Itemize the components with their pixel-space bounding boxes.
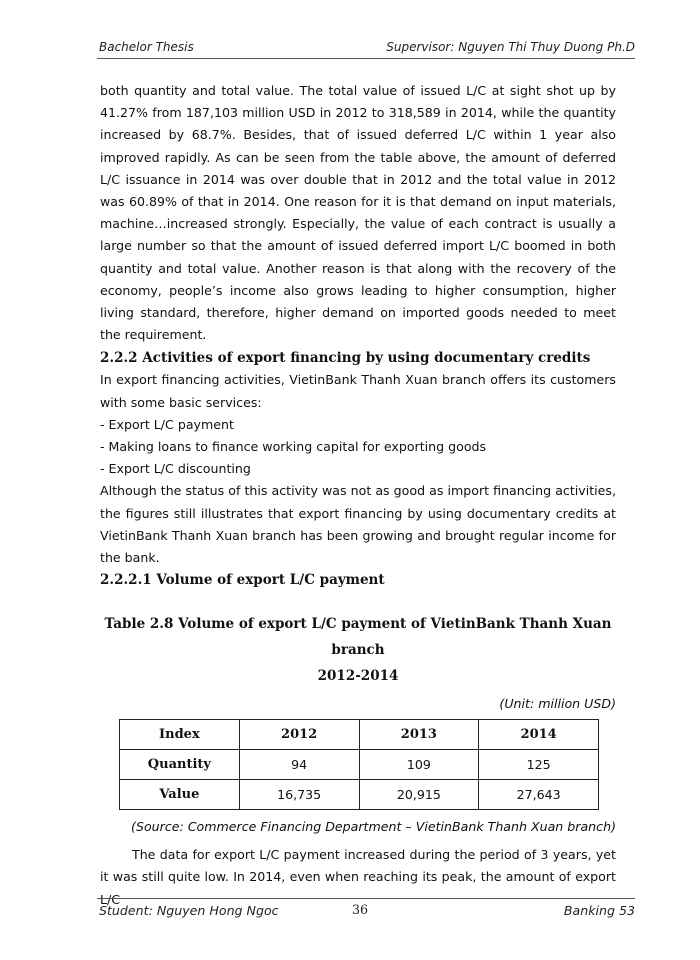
paragraph-import-analysis: both quantity and total value. The total value of issued L/C at sight shot up by 41.27% from 187,103 million USD in 2012 to 318,589 in 2014, while the quantity increased by 68.7%. Besides, that of issued deferred L/C within 1 year also improved rapidly. As can be seen from the table above, the amount of deferred L/C issuance in 2014 was over double that in 2012 and the total value in 2012 was 60.89% of that in 2014. One reason for it is that demand on input materials, machine…increased strongly. Especially, the value of each contract is usually a large number so that the amount of issued deferred import L/C boomed in both quantity and total value. Another reason is that along with the recovery of the economy, people’s income also grows leading to higher consumption, higher living standard, therefore, higher demand on imported goods needed to meet the requirement. <box>100 83 616 343</box>
header-supervisor: Supervisor: Nguyen Thi Thuy Duong Ph.D <box>386 40 635 54</box>
service-list <box>100 414 616 481</box>
paragraph-export-data: The data for export L/C payment increased during the period of 3 years, yet it was still quite low. In 2014, even when reaching its peak, the amount of export L/C <box>100 847 616 907</box>
table-header-cell: Index <box>120 720 240 750</box>
table-cell: 27,643 <box>479 780 599 810</box>
footer-class: Banking 53 <box>563 903 635 918</box>
table-caption-line2: 2012-2014 <box>317 668 399 685</box>
paragraph-export-status: Although the status of this activity was not as good as import financing activities, the figures still illustrates that export financing by using documentary credits at VietinBank Thanh Xuan branch has been growing and brought regular income for the bank. <box>100 483 616 566</box>
table-header-cell: 2014 <box>479 720 599 750</box>
page-number: 36 <box>352 902 369 917</box>
table-cell: 94 <box>239 750 359 780</box>
table-cell: 125 <box>479 750 599 780</box>
table-row-label: Value <box>120 780 240 810</box>
table-cell: 109 <box>359 750 479 780</box>
list-item: - Export L/C discounting <box>100 461 251 477</box>
page-header <box>97 40 635 59</box>
table-caption-line1: Table 2.8 Volume of export L/C payment of VietinBank Thanh Xuan branch <box>104 616 612 659</box>
table-header-cell: 2012 <box>239 720 359 750</box>
table-row <box>120 750 599 780</box>
section-heading-2-2-2: 2.2.2 Activities of export financing by using documentary credits <box>100 350 591 367</box>
paragraph-export-intro: In export financing activities, VietinBank Thanh Xuan branch offers its customers with some basic services: <box>100 372 616 410</box>
table-cell: 16,735 <box>239 780 359 810</box>
table-source: (Source: Commerce Financing Department – VietinBank Thanh Xuan branch) <box>131 819 616 835</box>
table-header-cell: 2013 <box>359 720 479 750</box>
table-row-label: Quantity <box>120 750 240 780</box>
section-heading-2-2-2-1: 2.2.2.1 Volume of export L/C payment <box>100 572 385 589</box>
page-footer <box>97 898 635 919</box>
header-thesis-label: Bachelor Thesis <box>99 40 194 54</box>
export-lc-table <box>119 719 599 810</box>
table-caption <box>100 611 616 689</box>
list-item: - Making loans to finance working capital for exporting goods <box>100 439 487 455</box>
table-row <box>120 780 599 810</box>
page-content <box>100 80 616 911</box>
table-cell: 20,915 <box>359 780 479 810</box>
list-item: - Export L/C payment <box>100 416 234 432</box>
table-header-row <box>120 720 599 750</box>
footer-student: Student: Nguyen Hong Ngoc <box>99 903 279 918</box>
table-unit: (Unit: million USD) <box>499 696 616 712</box>
